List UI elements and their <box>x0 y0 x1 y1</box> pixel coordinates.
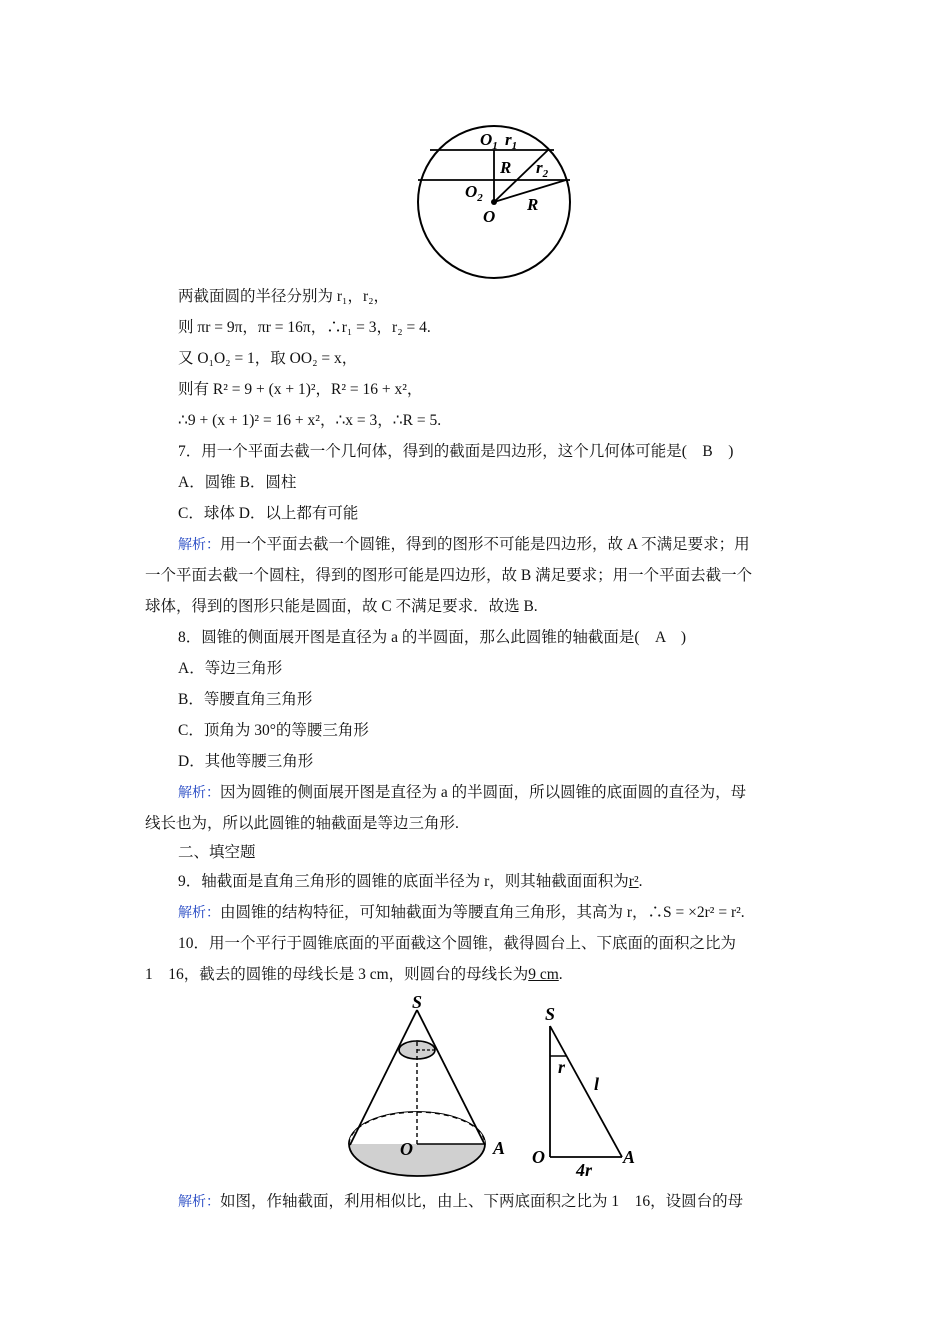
q7-options-ab: A．圆锥 B．圆柱 <box>178 474 297 491</box>
q8-explanation-1 <box>178 783 746 803</box>
q8-stem: 8．圆锥的侧面展开图是直径为 a 的半圆面，那么此圆锥的轴截面是( A ) <box>178 629 687 646</box>
label-r-bottom: R <box>527 195 539 214</box>
q8-option-b: B．等腰直角三角形 <box>178 691 313 708</box>
triangle-label-l: l <box>594 1074 600 1094</box>
q9-stem <box>178 872 642 892</box>
q7-explanation-2: 一个平面去截一个圆柱，得到的图形可能是四边形，故 B 满足要求；用一个平面去截一个 <box>145 567 753 584</box>
q9-explanation-label: 解析： <box>178 905 220 921</box>
cone-label-o: O <box>400 1139 413 1159</box>
q7-explanation-1 <box>178 535 750 555</box>
label-o: O <box>483 207 496 226</box>
q8-explanation-label: 解析： <box>178 785 220 801</box>
q8-explanation-2: 线长也为，所以此圆锥的轴截面是等边三角形. <box>145 815 459 832</box>
q7-explanation-text-1: 用一个平面去截一个圆锥，得到的图形不可能是四边形，故 A 不满足要求；用 <box>220 536 750 553</box>
triangle-figure <box>528 1000 648 1180</box>
triangle-label-base: 4r <box>576 1160 593 1180</box>
sphere-section-figure <box>410 118 580 283</box>
label-o2: $O_2$ <box>465 182 483 204</box>
q7-stem: 7．用一个平面去截一个几何体，得到的截面是四边形，这个几何体可能是( B ) <box>178 443 734 460</box>
q8-option-c: C．顶角为 30°的等腰三角形 <box>178 722 369 739</box>
q8-option-a: A．等边三角形 <box>178 660 283 677</box>
triangle-label-o: O <box>532 1147 545 1167</box>
q8-option-d: D．其他等腰三角形 <box>178 753 314 770</box>
derivation-line-2: 则 πr = 9π，πr = 16π，∴r₁ = 3，r₂ = 4. <box>178 319 431 336</box>
section-heading: 二、填空题 <box>178 844 256 861</box>
cone-label-s: S <box>412 992 423 1012</box>
q8-explanation-text-1: 因为圆锥的侧面展开图是直径为 a 的半圆面，所以圆锥的底面圆的直径为，母 <box>220 784 747 801</box>
q9-answer: r² <box>628 873 639 890</box>
label-r1: $r_1$ <box>505 130 518 152</box>
triangle-label-a: A <box>623 1147 636 1167</box>
label-r-top: R <box>500 158 512 177</box>
center-point <box>491 199 497 205</box>
triangle-hypotenuse <box>550 1026 622 1157</box>
triangle-label-s: S <box>545 1004 556 1024</box>
q10-stem-2 <box>145 965 563 985</box>
derivation-line-3: 又 O₁O₂ = 1，取 OO₂ = x， <box>178 350 358 367</box>
q9-explanation-text-1: 由圆锥的结构特征，可知轴截面为等腰直角三角形，其高为 r，∴S = ×2r² = r². <box>220 904 745 921</box>
q10-answer: 9 cm <box>528 966 559 983</box>
q7-options-cd: C．球体 D．以上都有可能 <box>178 505 359 522</box>
q9-explanation-1 <box>178 903 745 923</box>
q9-stem-end: . <box>638 873 643 890</box>
derivation-line-4: 则有 R² = 9 + (x + 1)²，R² = 16 + x²， <box>178 381 423 398</box>
q10-stem-1: 10．用一个平行于圆锥底面的平面截这个圆锥，截得圆台上、下底面的面积之比为 <box>178 935 737 952</box>
q7-explanation-3: 球体，得到的图形只能是圆面，故 C 不满足要求．故选 B. <box>145 598 538 615</box>
q10-explanation-label: 解析： <box>178 1194 220 1210</box>
q10-explanation-1 <box>178 1192 743 1212</box>
q10-stem-text: 1 16，截去的圆锥的母线长是 3 cm，则圆台的母线长为 <box>145 966 529 983</box>
q7-explanation-label: 解析： <box>178 537 220 553</box>
q10-stem-end: . <box>558 966 563 983</box>
q10-explanation-text-1: 如图，作轴截面，利用相似比，由上、下两底面积之比为 1 16，设圆台的母 <box>220 1193 744 1210</box>
derivation-line-5: ∴9 + (x + 1)² = 16 + x²，∴x = 3，∴R = 5. <box>178 412 442 429</box>
cone-figure <box>345 992 520 1187</box>
triangle-label-r: r <box>558 1057 566 1077</box>
cone-label-a: A <box>493 1138 506 1158</box>
label-r2: $r_2$ <box>536 158 549 180</box>
q9-stem-text: 9．轴截面是直角三角形的圆锥的底面半径为 r，则其轴截面面积为 <box>178 873 629 890</box>
label-o1: $O_1$ <box>480 130 498 152</box>
derivation-line-1: 两截面圆的半径分别为 r₁，r₂， <box>178 288 390 305</box>
